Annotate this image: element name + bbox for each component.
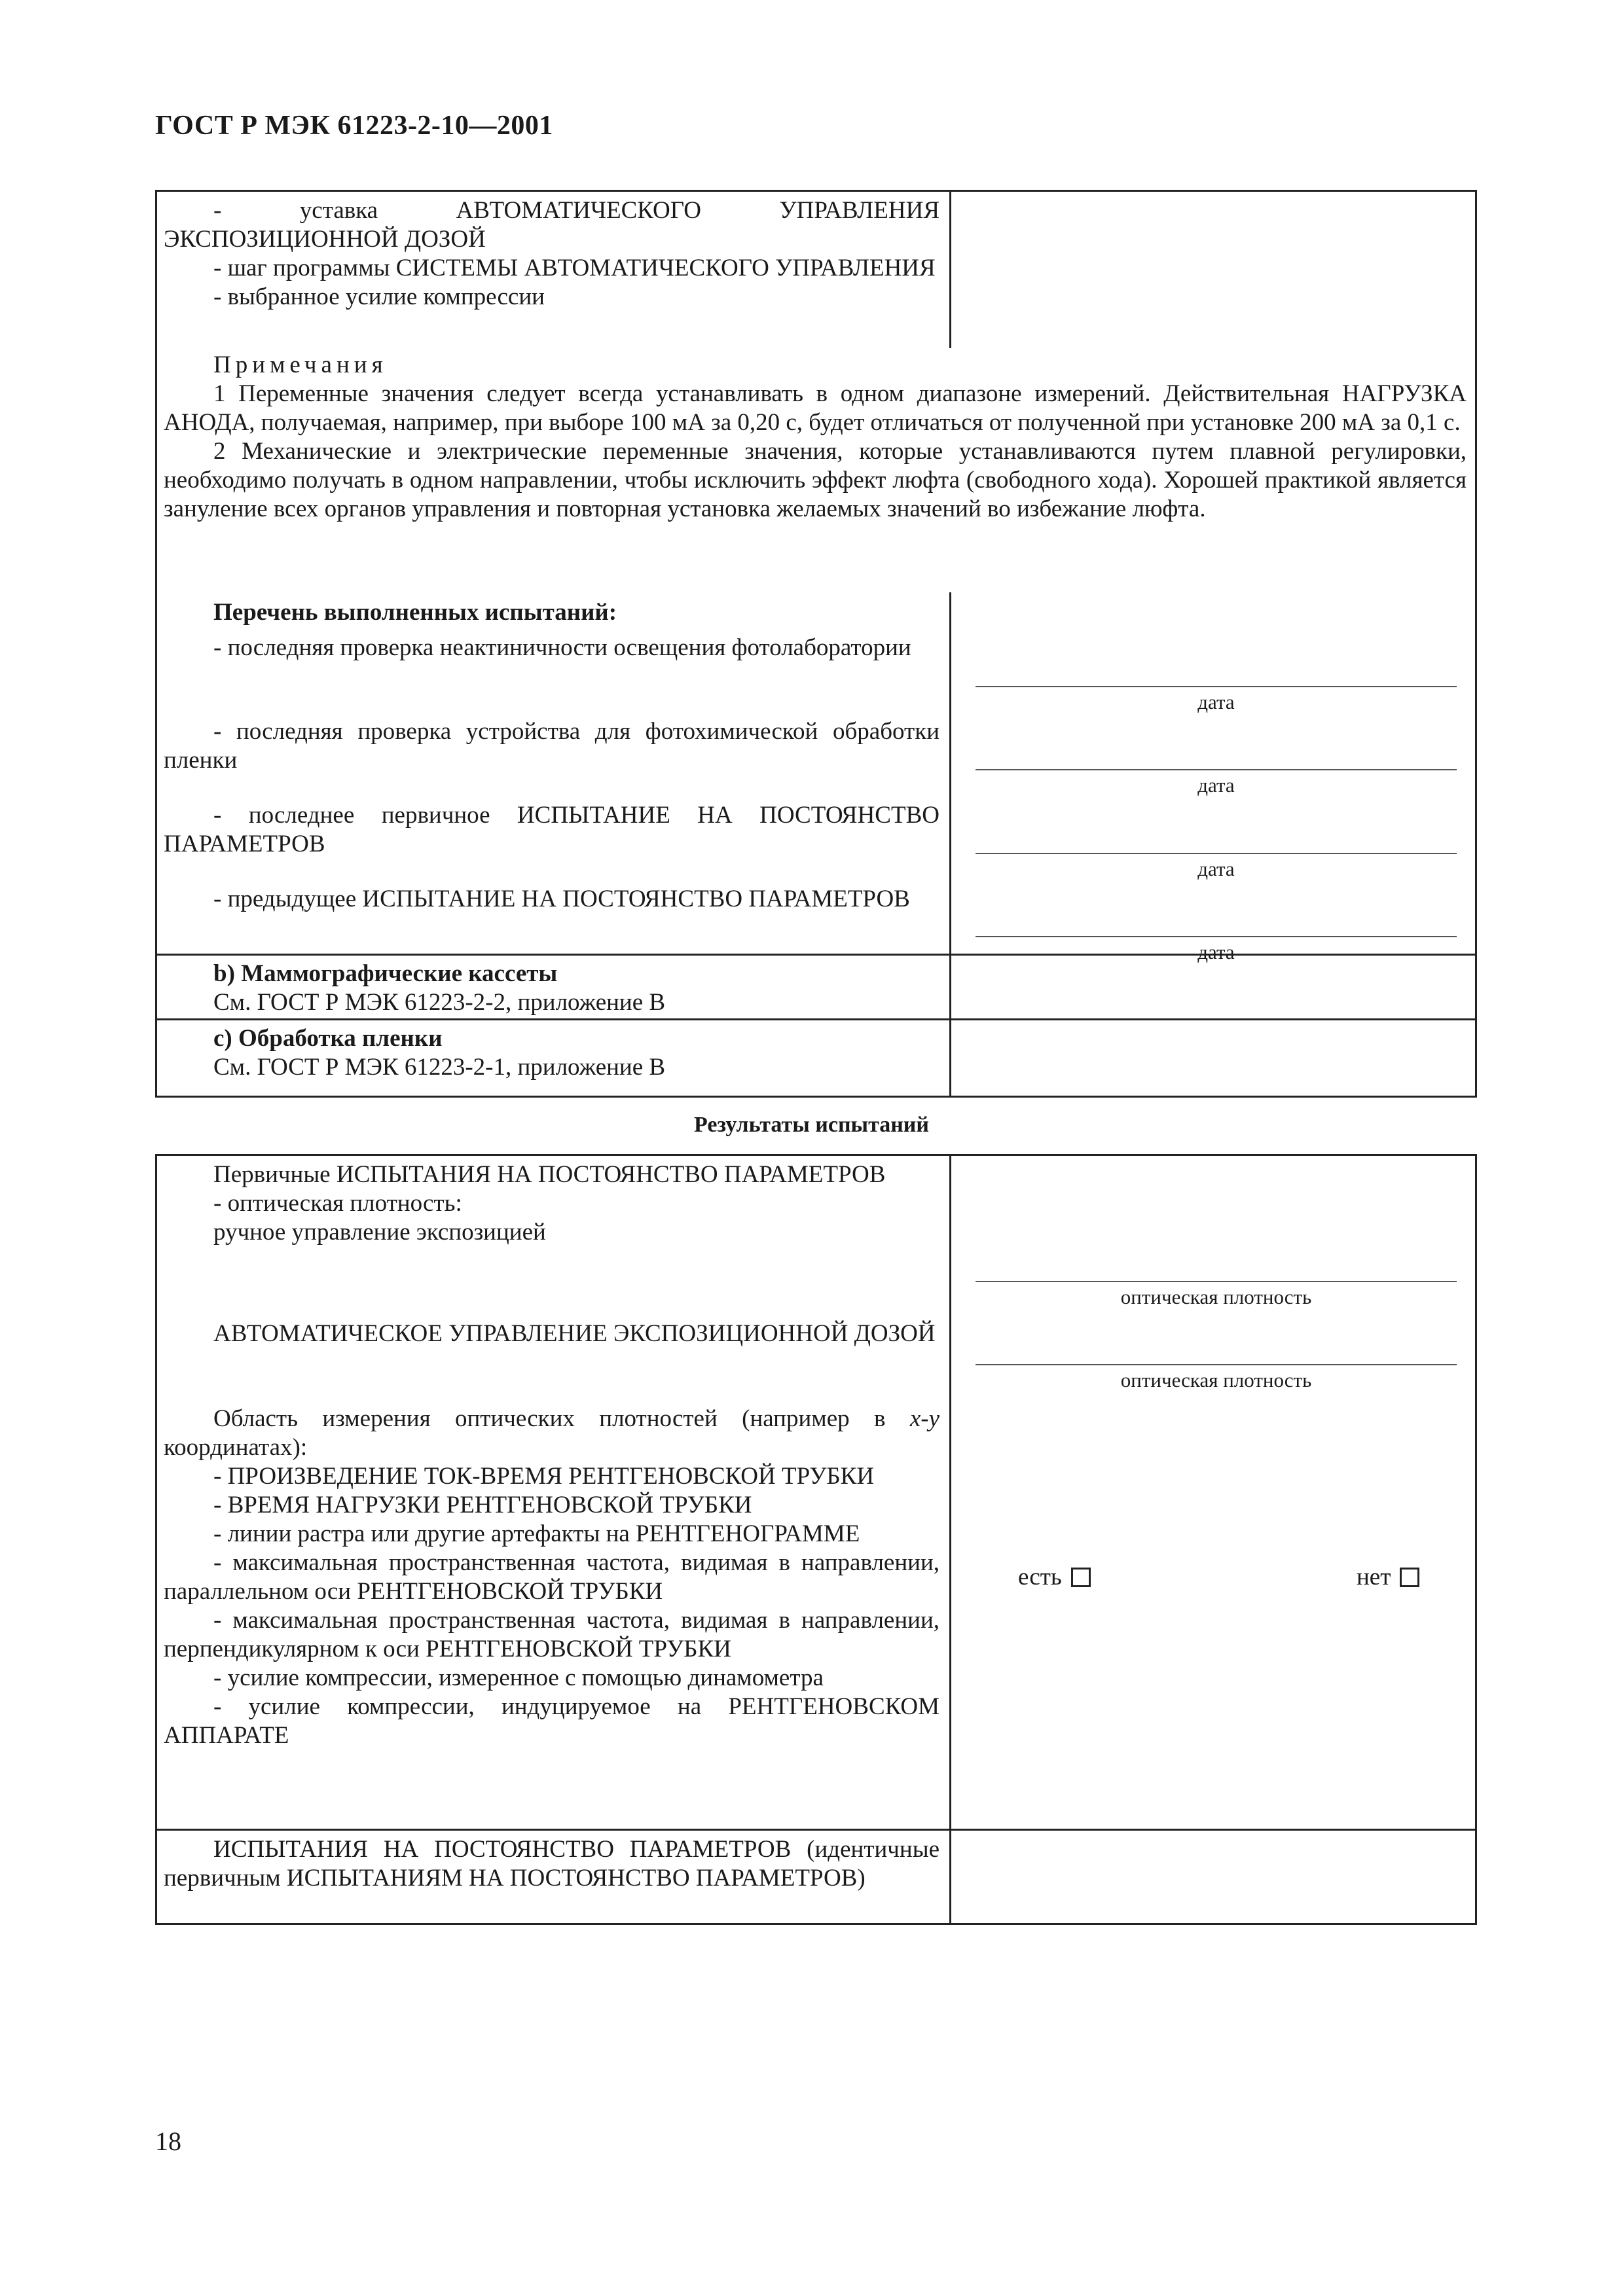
settings-item: - выбранное усилие компрессии xyxy=(213,283,545,310)
optical-density-field[interactable] xyxy=(976,1281,1457,1310)
constancy-label: ИСПЫТАНИЯ НА ПОСТОЯНСТВО ПАРАМЕТРОВ (идентичные первичным ИСПЫТАНИЯМ НА ПОСТОЯНСТВО ПАРАМЕТРОВ) xyxy=(164,1836,939,1892)
section-c xyxy=(164,1024,939,1082)
date-field[interactable] xyxy=(976,853,1457,882)
tests-list xyxy=(164,598,939,627)
results-title: Результаты испытаний xyxy=(694,1113,929,1137)
section-b xyxy=(164,960,939,1017)
date-caption: дата xyxy=(1197,691,1235,713)
test-item: - последняя проверка устройства для фотохимической обработки пленки xyxy=(164,718,939,774)
measurement-area-block xyxy=(164,1405,939,1750)
tests-title: Перечень выполненных испытаний: xyxy=(213,599,617,626)
aec-label: АВТОМАТИЧЕСКОЕ УПРАВЛЕНИЕ ЭКСПОЗИЦИОННОЙ ДОЗОЙ xyxy=(213,1320,936,1347)
optical-density-caption: оптическая плотность xyxy=(1120,1285,1312,1308)
optical-density-caption: оптическая плотность xyxy=(1120,1369,1312,1391)
notes-block xyxy=(164,351,1467,524)
primary-tests-title: Первичные ИСПЫТАНИЯ НА ПОСТОЯНСТВО ПАРАМЕТРОВ xyxy=(213,1161,886,1188)
constancy-block xyxy=(164,1835,939,1893)
test-item: - последнее первичное ИСПЫТАНИЕ НА ПОСТОЯНСТВО ПАРАМЕТРОВ xyxy=(164,802,939,857)
yes-checkbox[interactable] xyxy=(1071,1568,1091,1587)
result-item: - ПРОИЗВЕДЕНИЕ ТОК-ВРЕМЯ РЕНТГЕНОВСКОЙ ТРУБКИ xyxy=(213,1463,875,1490)
result-item: - усилие компрессии, измеренное с помощью динамометра xyxy=(213,1664,824,1691)
note-2: 2 Механические и электрические переменные значения, которые устанавливаются путем плавной регулировки, необходимо получать в одном направлении, чтобы исключить эффект люфта (свободного хода). Хорошей практикой является зануление всех органов управления и повторная установка желаемых значений во избежание люфта. xyxy=(164,438,1467,522)
no-option[interactable] xyxy=(1357,1563,1419,1591)
result-item: - максимальная пространственная частота, видимая в направлении, параллельном оси РЕНТГЕНОВСКОЙ ТРУБКИ xyxy=(164,1549,939,1605)
note-1: 1 Переменные значения следует всегда устанавливать в одном диапазоне измерений. Действительная НАГРУЗКА АНОДА, получаемая, например, при выборе 100 мА за 0,20 с, будет отличаться от полученной при установке 200 мА за 0,1 с. xyxy=(164,380,1467,436)
settings-item: - шаг программы СИСТЕМЫ АВТОМАТИЧЕСКОГО УПРАВЛЕНИЯ xyxy=(213,255,936,281)
result-item: - максимальная пространственная частота, видимая в направлении, перпендикулярном к оси РЕНТГЕНОВСКОЙ ТРУБКИ xyxy=(164,1607,939,1662)
optical-density-field[interactable] xyxy=(976,1364,1457,1393)
date-field[interactable] xyxy=(976,936,1457,965)
page-number: 18 xyxy=(155,2126,181,2156)
date-caption: дата xyxy=(1197,774,1235,797)
section-b-title: b) Маммографические кассеты xyxy=(213,960,558,987)
settings-item: - уставка АВТОМАТИЧЕСКОГО УПРАВЛЕНИЯ ЭКСПОЗИЦИОННОЙ ДОЗОЙ xyxy=(164,197,939,253)
section-b-ref: См. ГОСТ Р МЭК 61223-2-2, приложение В xyxy=(213,989,666,1016)
primary-tests-block xyxy=(164,1160,939,1247)
result-item: - линии растра или другие артефакты на РЕНТГЕНОГРАММЕ xyxy=(213,1520,860,1547)
no-checkbox[interactable] xyxy=(1400,1568,1419,1587)
yes-label: есть xyxy=(1018,1564,1062,1590)
section-c-title: c) Обработка пленки xyxy=(213,1025,443,1052)
no-label: нет xyxy=(1357,1564,1391,1590)
optical-density-item: - оптическая плотность: xyxy=(213,1190,462,1217)
measurement-area-label: Область измерения оптических плотностей (например в x-y координатах): xyxy=(164,1405,940,1461)
date-field[interactable] xyxy=(976,686,1457,715)
date-caption: дата xyxy=(1197,857,1235,880)
section-c-ref: См. ГОСТ Р МЭК 61223-2-1, приложение В xyxy=(213,1054,666,1081)
document-header: ГОСТ Р МЭК 61223-2-10—2001 xyxy=(155,111,553,141)
test-item: - последняя проверка неактиничности освещения фотолаборатории xyxy=(213,634,911,661)
test-item: - предыдущее ИСПЫТАНИЕ НА ПОСТОЯНСТВО ПАРАМЕТРОВ xyxy=(213,886,910,912)
date-caption: дата xyxy=(1197,941,1235,963)
aec-block xyxy=(164,1319,939,1348)
settings-list xyxy=(164,196,939,312)
notes-title: Примечания xyxy=(213,351,388,378)
manual-exposure-label: ручное управление экспозицией xyxy=(213,1219,546,1246)
result-item: - усилие компрессии, индуцируемое на РЕНТГЕНОВСКОМ АППАРАТЕ xyxy=(164,1693,939,1749)
yes-option[interactable] xyxy=(1018,1563,1091,1591)
date-field[interactable] xyxy=(976,769,1457,798)
result-item: - ВРЕМЯ НАГРУЗКИ РЕНТГЕНОВСКОЙ ТРУБКИ xyxy=(213,1492,752,1518)
